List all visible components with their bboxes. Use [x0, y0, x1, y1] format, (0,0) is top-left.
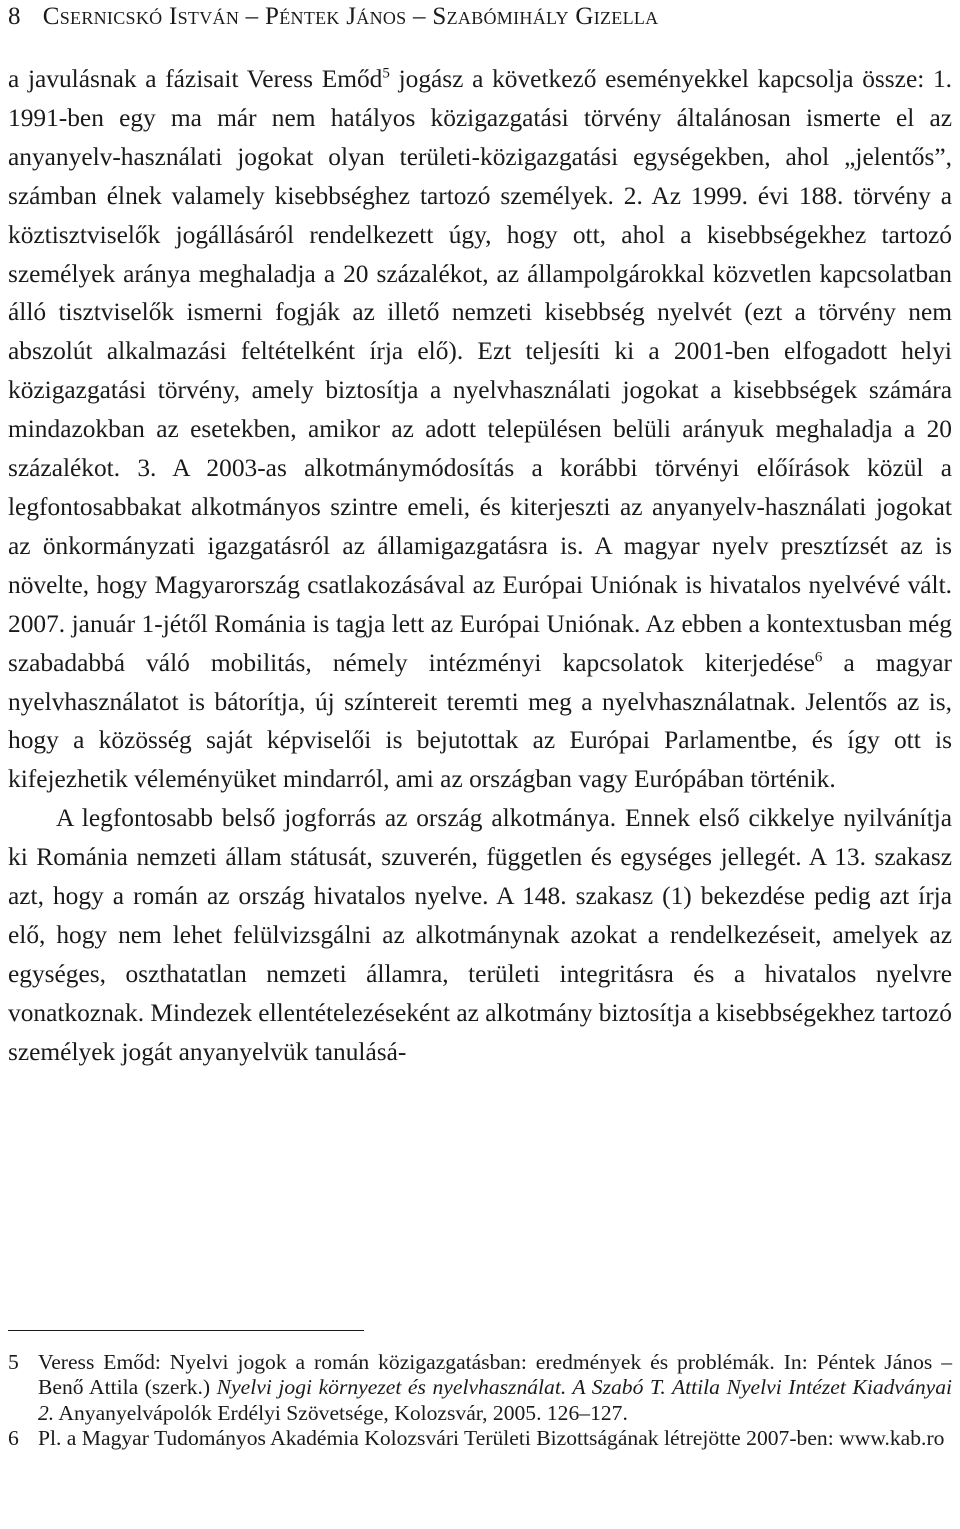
book-page [8, 0, 952, 1529]
running-header [8, 0, 952, 34]
footnote-ref-6[interactable]: 6 [814, 649, 823, 666]
paragraph-1-text-c: a magyar nyelvhasználatot is bátorítja, új színtereit teremti meg a nyelvhasználatnak. Jelentős az is, hogy a közösség saját képviselői is bejutottak az Európai Parlamentbe, és így ott is kifejezhetik véleményüket mindarról, ami az országban vagy Európában történik. [8, 648, 952, 794]
paragraph-2: A legfontosabb belső jogforrás az ország alkotmánya. Ennek első cikkelye nyilvánítja ki Románia nemzeti állam státusát, szuverén, független és egységes jellegét. A 13. szakasz azt, hogy a román az ország hivatalos nyelve. A 148. szakasz (1) bekezdése pedig azt írja elő, hogy nem lehet felülvizsgálni az alkotmánynak azokat a rendelkezéseit, amelyek az egységes, oszthatatlan nemzeti államra, területi integritásra és a hivatalos nyelvre vonatkoznak. Mindezek ellentételezéseként az alkotmány biztosítja a kisebbségekhez tartozó személyek jogát anyanyelvük tanulásá- [8, 804, 953, 1066]
footnote-italic-title: Nyelvi jogi környezet és nyelvhasználat. A Szabó T. Attila Nyelvi Intézet Kiadványai 2. [38, 1375, 952, 1425]
footnote-text: Pl. a Magyar Tudományos Akadémia Kolozsvári Területi Bizottságának létrejötte 2007-ben: www.kab.ro [38, 1426, 945, 1451]
footnote-ref-5[interactable]: 5 [382, 65, 390, 82]
footnote-5 [8, 1350, 952, 1426]
footnote-text: Veress Emőd: Nyelvi jogok a román közigazgatásban: eredmények és problémák. In: Péntek János – Benő Attila (szerk.) [38, 1350, 952, 1400]
footnote-6 [8, 1426, 952, 1451]
page-number: 8 [8, 3, 21, 30]
running-title: Csernicskó István – Péntek János – Szabómihály Gizella [42, 3, 659, 30]
footnote-number: 6 [8, 1426, 19, 1451]
paragraph-1-text-b: jogász a következő eseményekkel kapcsolja össze: 1. 1991-ben egy ma már nem hatályos közigazgatási törvény általánosan ismerte el az anyanyelv-használati jogokat olyan területi-közigazgatási egységekben, ahol „jelentős”, számban élnek valamely kisebbséghez tartozó személyek. 2. Az 1999. évi 188. törvény a köztisztviselők jogállásáról rendelkezett úgy, hogy ott, ahol a kisebbségekhez tartozó személyek aránya meghaladja a 20 százalékot, az állampolgárokkal közvetlen kapcsolatban álló tisztviselők ismerni fogják az illető nemzeti kisebbség nyelvét (ezt a törvény nem abszolút alkalmazási feltételként írja elő). Ezt teljesíti ki a 2001-ben elfogadott helyi közigazgatási törvény, amely biztosítja a nyelvhasználati jogokat a kisebbségek számára mindazokban az esetekben, amikor az adott településen belüli arányuk meghaladja a 20 százalékot. 3. A 2003-as alkotmánymódosítás a korábbi törvényi előírások közül a legfontosabbakat alkotmányos szintre emeli, és kiterjeszti az anyanyelv-használati jogokat az önkormányzati igazgatásról az államigazgatásra is. A magyar nyelv presztízsét az is növelte, hogy Magyarország csatlakozásával az Európai Uniónak is hivatalos nyelvévé vált. 2007. január 1-jétől Románia is tagja lett az Európai Uniónak. Az ebben a kontextusban még szabadabbá váló mobilitás, némely intézményi kapcsolatok kiterjedése [8, 65, 952, 677]
footnote-text-tail: Anyanyelvápolók Erdélyi Szövetsége, Kolozsvár, 2005. 126–127. [54, 1400, 628, 1425]
footnote-separator [8, 1330, 364, 1331]
paragraph-1-text-a: a javulásnak a fázisait Veress Emőd [8, 65, 383, 93]
paragraph-1 [8, 60, 952, 799]
body-text [8, 60, 952, 1072]
footnote-number: 5 [8, 1350, 19, 1374]
footnotes [8, 1350, 952, 1452]
